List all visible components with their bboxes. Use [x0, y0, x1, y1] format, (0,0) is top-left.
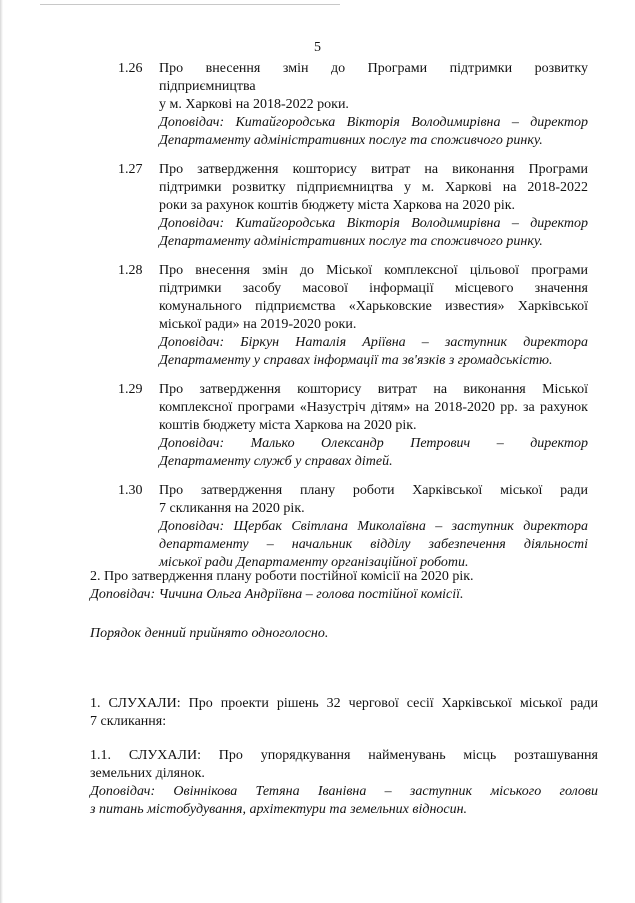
agenda-item-body — [159, 161, 588, 251]
agenda-item-title-line: підприємництва — [159, 79, 256, 94]
page-edge-shadow — [0, 0, 3, 903]
agenda-item-2-speaker: Доповідач: Чичина Ольга Андріївна – голова постійної комісії. — [90, 587, 464, 602]
agenda-item-number: 1.26 — [118, 61, 143, 76]
heard-1-1-line-2: земельних ділянок. — [90, 766, 205, 781]
heard-1-1-speaker-2: з питань містобудування, архітектури та земельних відносин. — [90, 802, 468, 817]
agenda-item-title-line: у м. Харкові на 2018-2022 роки. — [159, 97, 349, 112]
agenda-item-speaker-line: Доповідач: Китайгородська Вікторія Володимирівна – директор — [159, 216, 588, 231]
agenda-item-2-text: 2. Про затвердження плану роботи постійної комісії на 2020 рік. — [90, 569, 474, 584]
agenda-item-speaker-line: Департаменту служб у справах дітей. — [159, 454, 393, 469]
heard-1-1-line-1: 1.1. СЛУХАЛИ: Про упорядкування найменувань місць розташування — [90, 748, 598, 763]
agenda-item — [118, 381, 588, 471]
agenda-item-title-line: Про затвердження кошторису витрат на виконання Програми — [159, 162, 588, 177]
agenda-item-speaker-line: міської ради Департаменту організаційної роботи. — [159, 555, 469, 570]
agenda-item-title-line: комунального підприємства «Харьковские известия» Харківської — [159, 299, 588, 314]
agenda-item-speaker-line: Доповідач: Щербак Світлана Миколаївна – заступник директора — [159, 519, 588, 534]
agenda-item-title-line: Про внесення змін до Програми підтримки розвитку — [159, 61, 588, 76]
agenda-item-title-line: роки за рахунок коштів бюджету міста Харкова на 2020 рік. — [159, 198, 516, 213]
agenda-item-title-line: міської ради» на 2019-2020 роки. — [159, 317, 357, 332]
agenda-item-title-line: Про затвердження кошторису витрат на виконання Міської — [159, 382, 588, 397]
heard-1-line-1: 1. СЛУХАЛИ: Про проекти рішень 32 чергової сесії Харківської міської ради — [90, 696, 598, 711]
agenda-item-body — [159, 381, 588, 471]
agenda-item — [118, 262, 588, 370]
agenda-item-2 — [90, 568, 598, 604]
agenda-item-number: 1.27 — [118, 162, 143, 177]
page-number: 5 — [314, 40, 321, 55]
heard-1-1-speaker-1: Доповідач: Овіннікова Тетяна Іванівна – заступник міського голови — [90, 784, 598, 799]
agenda-item-speaker-line: Доповідач: Китайгородська Вікторія Володимирівна – директор — [159, 115, 588, 130]
agenda-item-speaker-line: Департаменту адміністративних послуг та споживчого ринку. — [159, 234, 543, 249]
agenda-item-speaker-line: департаменту – начальник відділу забезпечення діяльності — [159, 537, 588, 552]
agenda-item-title-line: 7 скликання на 2020 рік. — [159, 501, 305, 516]
agenda-item — [118, 482, 588, 572]
agenda-item-body — [159, 262, 588, 370]
agenda-item-speaker-line: Доповідач: Біркун Наталія Аріївна – заступник директора — [159, 335, 588, 350]
agenda-item-number: 1.30 — [118, 483, 143, 498]
agenda-item-body — [159, 482, 588, 572]
agenda-item-number: 1.28 — [118, 263, 143, 278]
heard-1-1 — [90, 747, 598, 819]
agenda-item-title-line: комплексної програми «Назустріч дітям» на 2018-2020 рр. за рахунок — [159, 400, 588, 415]
agenda-items-list — [118, 60, 588, 583]
top-scan-line — [40, 4, 340, 5]
heard-1-line-2: 7 скликання: — [90, 714, 167, 729]
agenda-item-speaker-line: Департаменту адміністративних послуг та споживчого ринку. — [159, 133, 543, 148]
agenda-item-title-line: Про внесення змін до Міської комплексної цільової програми — [159, 263, 588, 278]
agenda-item-speaker-line: Доповідач: Малько Олександр Петрович – директор — [159, 436, 588, 451]
agenda-item-body — [159, 60, 588, 150]
heard-1 — [90, 695, 598, 731]
agenda-item-title-line: підтримки розвитку підприємництва у м. Харкові на 2018-2022 — [159, 180, 588, 195]
agenda-item-title-line: Про затвердження плану роботи Харківської міської ради — [159, 483, 588, 498]
agenda-item-speaker-line: Департаменту у справах інформації та зв'язків з громадськістю. — [159, 353, 553, 368]
agenda-item-title-line: підтримки засобу масової інформації місцевого значення — [159, 281, 588, 296]
agenda-item — [118, 60, 588, 150]
agenda-adopted-note: Порядок денний прийнято одноголосно. — [90, 626, 329, 641]
agenda-item-title-line: коштів бюджету міста Харкова на 2020 рік. — [159, 418, 417, 433]
agenda-item — [118, 161, 588, 251]
agenda-item-number: 1.29 — [118, 382, 143, 397]
